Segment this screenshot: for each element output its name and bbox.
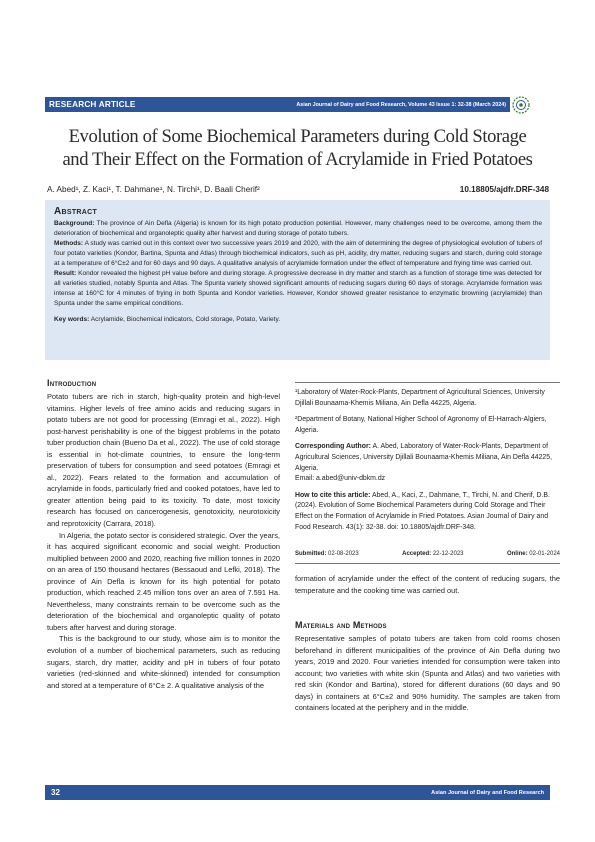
page-number: 32: [51, 788, 60, 797]
publication-dates: [295, 551, 560, 557]
article-title: [45, 125, 550, 171]
abstract-box: [45, 200, 550, 360]
article-header-bar: [45, 97, 510, 112]
journal-reference: Asian Journal of Dairy and Food Research, Volume 43 Issue 1: 32-38 (March 2024): [296, 101, 506, 108]
author-email[interactable]: Email: a.abed@univ-dbkm.dz: [295, 475, 386, 483]
affiliation-1: ¹Laboratory of Water-Rock-Plants, Department of Agricultural Sciences, University Djillali Bounaama-Khemis Miliana, Ain Defla 44225, Algeria.: [295, 389, 545, 407]
intro-continuation: formation of acrylamide under the effect of the content of reducing sugars, the temperature and the cooking time was carried out.: [295, 574, 560, 595]
abstract-keywords: Key words: Acrylamide, Biochemical indicators, Cold storage, Potato, Variety.: [54, 316, 281, 323]
methods-heading: Materials and Methods: [295, 620, 387, 630]
page-footer-bar: [45, 785, 550, 800]
journal-logo-icon: [511, 95, 531, 115]
intro-paragraph-1: Potato tubers are rich in starch, high-quality protein and high-level vitamins. Higher levels of free amino acids and reducing sugars in potato tubers are not good for processing (Emragi et al., 2022). High post-harvest perishability is one of the biggest problems in the potato tuber production chain (Bueno Da et al., 2022). The use of cold storage is essential in hot-climate countries, to ensure the long-term preservation of tubers for consumption and seed potatoes (Emragi et al., 2022). Fears related to the formation and accumulation of acrylamide in foods, particularly fried and cooked potatoes, have led to greater attention being paid to its toxicity. To date, most toxicity research has focused on cancerogenesis, genotoxicity, neurotoxicity and reprotoxicity (Carrara, 2018).: [47, 392, 280, 529]
author-list: A. Abed¹, Z. Kaci¹, T. Dahmane¹, N. Tirchi¹, D. Baali Cherif²: [47, 185, 260, 194]
introduction-heading: Introduction: [47, 378, 97, 388]
intro-paragraph-2: In Algeria, the potato sector is considered strategic. Over the years, it has acquired significant economic and social weight. Production multiplied between 2000 and 2020, reaching five million tonnes in 2020 on an area of 150 thousand hectares (Bessaoud and Lefki, 2018). The province of Ain Defla is known for its high potential for potato production, which reached 2.45 million tons over an area of 7.591 Ha. Nevertheless, many constraints remain to be overcome such as the deterioration of the biochemical and organoleptic quality of potato tubers after harvest and during storage.: [47, 530, 280, 632]
abstract-result: Result: Kondor revealed the highest pH value before and during storage. A progressive decrease in dry matter and starch as a function of storage time was detected for all varieties studied, notably Spunta and Atlas. The Spunta variety showed significant amounts of reducing sugars during 60 days of storage. Acrylamide formation was intense at 160°C for 4 minutes of frying in both Spunta and Kondor varieties. However, Kondor showed greater resistance to enzymatic browning (acrylamide) than Spunta under the same empirical conditions.: [54, 270, 542, 307]
methods-text: Representative samples of potato tubers are taken from cold rooms chosen beforehand in different municipalities of the province of Ain Defla during two years, 2019 and 2020. Four varieties intended for consumption were taken into account; two varieties with white skin (Spunta and Atlas) and two varieties with red skin (Kondor and Bartina), stored for different durations (60 days and 90 days) in containers at 6°C±2 and 90% humidity. The samples are taken from containers located at the periphery and in the middle.: [295, 634, 560, 713]
notes-bottom-divider: [295, 563, 560, 564]
accepted-date: Accepted: 22-12-2023: [402, 551, 464, 557]
title-line-2: and Their Effect on the Formation of Acrylamide in Fried Potatoes: [62, 149, 533, 170]
introduction-text: [47, 391, 280, 691]
article-notes: [295, 388, 560, 539]
online-date: Online: 02-01-2024: [506, 551, 560, 557]
article-type-label: RESEARCH ARTICLE: [49, 100, 136, 109]
submitted-date: Submitted: 02-08-2023: [295, 551, 359, 557]
footer-journal-name: Asian Journal of Dairy and Food Research: [431, 789, 544, 796]
title-line-1: Evolution of Some Biochemical Parameters during Cold Storage: [68, 126, 527, 147]
citation: How to cite this article: Abed, A., Kaci, Z., Dahmane, T., Tirchi, N. and Cherif, D.B. (2024). Evolution of Some Biochemical Parameters during Cold Storage and Their Effect on the Formation of Acrylamide in Fried Potatoes. Asian Journal of Dairy and Food Research. 43(1): 32-38. doi: 10.18805/ajdfr.DRF-348.: [295, 491, 550, 531]
affiliation-2: ²Department of Botany, National Higher School of Agronomy of El-Harrach-Algiers, Algeria.: [295, 416, 547, 434]
doi-link[interactable]: 10.18805/ajdfr.DRF-348: [459, 185, 549, 194]
abstract-heading: Abstract: [54, 206, 98, 217]
abstract-methods: Methods: A study was carried out in this context over two successive years 2019 and 2020, with the aim of determining the degree of physiological evolution of tubers of four potato varieties (Kondor, Bartina, Spunta and Atlas) through biochemical indicators, such as pH, acidity, dry matter, reducing sugars and starch, during cold storage at a temperature of 6°C±2 and for 60 days and 90 days. A qualitative analysis of acrylamide formation under the effect of temperature and frying time was carried out.: [54, 240, 543, 267]
corresponding-author: Corresponding Author: A. Abed, Laboratory of Water-Rock-Plants, Department of Agricultural Sciences, University Djillali Bounaama-Khemis Miliana, Ain Defla 44225, Algeria. Email: a.abed@univ-dbkm.dz: [295, 443, 552, 483]
abstract-background: Background: The province of Ain Defla (Algeria) is known for its high potato production potential. However, many challenges need to be overcome, among them the deterioration of biochemical and organoleptic quality after harvest and during storage of potato tubers.: [54, 220, 543, 237]
notes-top-divider: [295, 382, 560, 383]
intro-paragraph-3: This is the background to our study, whose aim is to monitor the evolution of a number of biochemical parameters, such as reducing sugars, starch, dry matter, acidity and pH in tubers of four potato varieties (red-skinned and white-skinned) intended for consumption and stored at a temperature of 6°C± 2. A qualitative analysis of the: [47, 634, 280, 690]
